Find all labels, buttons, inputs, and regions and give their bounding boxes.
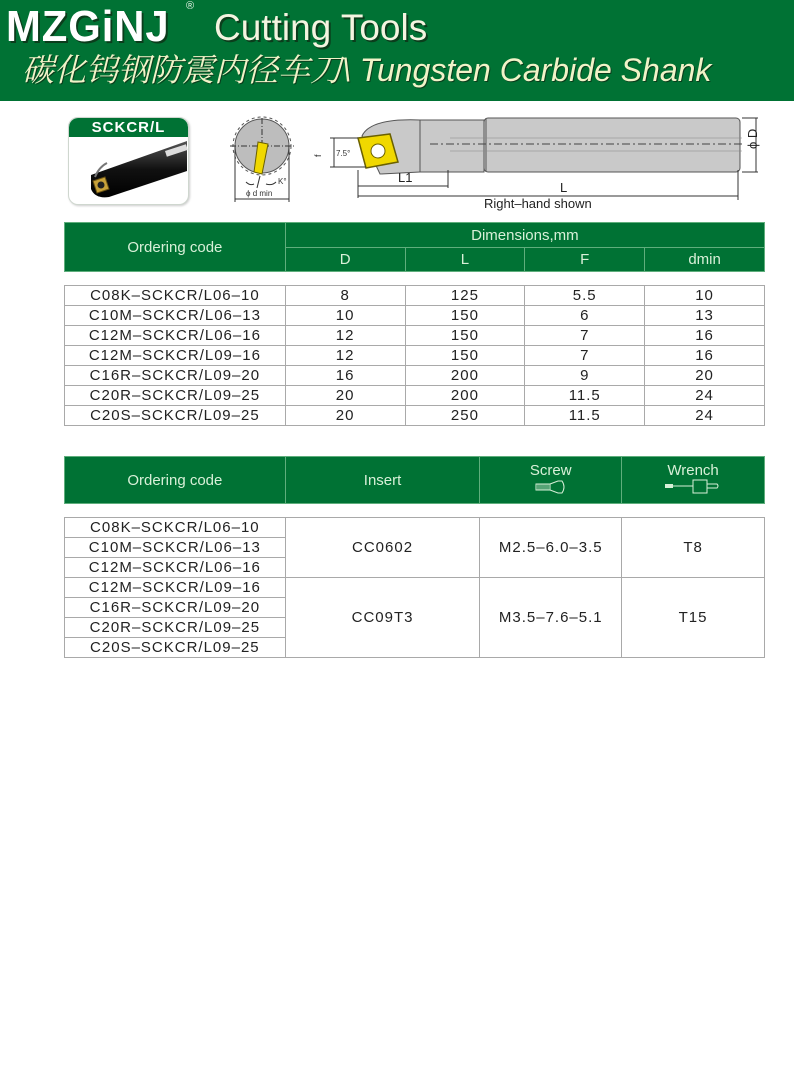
header-ordering-code: Ordering code (65, 223, 286, 272)
f-cell: 11.5 (525, 406, 645, 426)
l-cell: 150 (405, 326, 525, 346)
d-cell: 16 (285, 366, 405, 386)
f-cell: 7 (525, 346, 645, 366)
table-row (65, 518, 765, 538)
table-row (65, 386, 765, 406)
boring-bar-photo-icon (69, 137, 188, 204)
f-cell: 11.5 (525, 386, 645, 406)
header-dmin: dmin (645, 248, 765, 272)
dmin-cell: 10 (645, 286, 765, 306)
l-cell: 200 (405, 386, 525, 406)
header-insert: Insert (285, 457, 480, 504)
d-cell: 20 (285, 386, 405, 406)
d-cell: 12 (285, 326, 405, 346)
header-l: L (405, 248, 525, 272)
header-f: F (525, 248, 645, 272)
diagram-caption: Right–hand shown (484, 196, 592, 211)
f-label: f (313, 154, 323, 157)
ordering-code-cell: C10M–SCKCR/L06–13 (65, 306, 286, 326)
ordering-code-cell: C10M–SCKCR/L06–13 (65, 538, 286, 558)
ordering-code-cell: C20R–SCKCR/L09–25 (65, 386, 286, 406)
parts-table (64, 456, 765, 658)
dmin-cell: 24 (645, 386, 765, 406)
screw-label: Screw (529, 461, 572, 479)
d-cell: 12 (285, 346, 405, 366)
header-wrench (622, 457, 765, 504)
dmin-cell: 20 (645, 366, 765, 386)
header-d: D (285, 248, 405, 272)
l-cell: 250 (405, 406, 525, 426)
wrench-icon (663, 479, 723, 495)
table-row (65, 366, 765, 386)
wrench-cell: T15 (622, 578, 765, 658)
screw-icon (534, 479, 568, 495)
angle-label: 7.5° (336, 149, 351, 158)
header-dimensions: Dimensions,mm (285, 223, 764, 248)
l-cell: 150 (405, 306, 525, 326)
f-cell: 6 (525, 306, 645, 326)
header-screw (480, 457, 622, 504)
ordering-code-cell: C16R–SCKCR/L09–20 (65, 598, 286, 618)
insert-cell: CC09T3 (285, 578, 480, 658)
cross-section-diagram (226, 116, 298, 204)
d-cell: 10 (285, 306, 405, 326)
brand-logo: MZGiNJ (6, 2, 170, 51)
d-cell: 8 (285, 286, 405, 306)
ordering-code-cell: C12M–SCKCR/L06–16 (65, 326, 286, 346)
l-cell: 125 (405, 286, 525, 306)
wrench-label: Wrench (667, 461, 719, 479)
table-row (65, 406, 765, 426)
dmin-cell: 24 (645, 406, 765, 426)
tagline: Cutting Tools (214, 7, 428, 48)
dmin-cell: 16 (645, 326, 765, 346)
table-row (65, 286, 765, 306)
l1-label: L1 (398, 170, 413, 185)
d-cell: 20 (285, 406, 405, 426)
insert-cell: CC0602 (285, 518, 480, 578)
ordering-code-cell: C12M–SCKCR/L06–16 (65, 558, 286, 578)
wrench-cell: T8 (622, 518, 765, 578)
table-row (65, 578, 765, 598)
screw-cell: M2.5–6.0–3.5 (480, 518, 622, 578)
ordering-code-cell: C08K–SCKCR/L06–10 (65, 518, 286, 538)
ordering-code-cell: C16R–SCKCR/L09–20 (65, 366, 286, 386)
dmin-cell: 16 (645, 346, 765, 366)
table-row (65, 346, 765, 366)
ordering-code-cell: C20S–SCKCR/L09–25 (65, 638, 286, 658)
table-row (65, 306, 765, 326)
registered-mark: ® (186, 0, 195, 12)
l-label: L (560, 180, 568, 195)
header-banner (0, 0, 794, 101)
ordering-code-cell: C08K–SCKCR/L06–10 (65, 286, 286, 306)
l-cell: 150 (405, 346, 525, 366)
dimensions-table (64, 222, 765, 426)
ordering-code-cell: C20S–SCKCR/L09–25 (65, 406, 286, 426)
badge-title: SCKCR/L (69, 118, 188, 137)
d-label: ϕ D (745, 128, 760, 149)
product-badge (68, 117, 189, 205)
k-angle-label: K° (278, 177, 287, 186)
subtitle: 碳化钨钢防震内径车刀\ Tungsten Carbide Shank (22, 52, 712, 88)
dmin-cell: 13 (645, 306, 765, 326)
side-view-diagram (310, 108, 780, 214)
ordering-code-cell: C12M–SCKCR/L09–16 (65, 578, 286, 598)
table-row (65, 326, 765, 346)
ordering-code-cell: C12M–SCKCR/L09–16 (65, 346, 286, 366)
screw-cell: M3.5–7.6–5.1 (480, 578, 622, 658)
ordering-code-cell: C20R–SCKCR/L09–25 (65, 618, 286, 638)
f-cell: 5.5 (525, 286, 645, 306)
f-cell: 7 (525, 326, 645, 346)
f-cell: 9 (525, 366, 645, 386)
dmin-label: ϕ d min (246, 189, 273, 198)
header-ordering-code: Ordering code (65, 457, 286, 504)
l-cell: 200 (405, 366, 525, 386)
